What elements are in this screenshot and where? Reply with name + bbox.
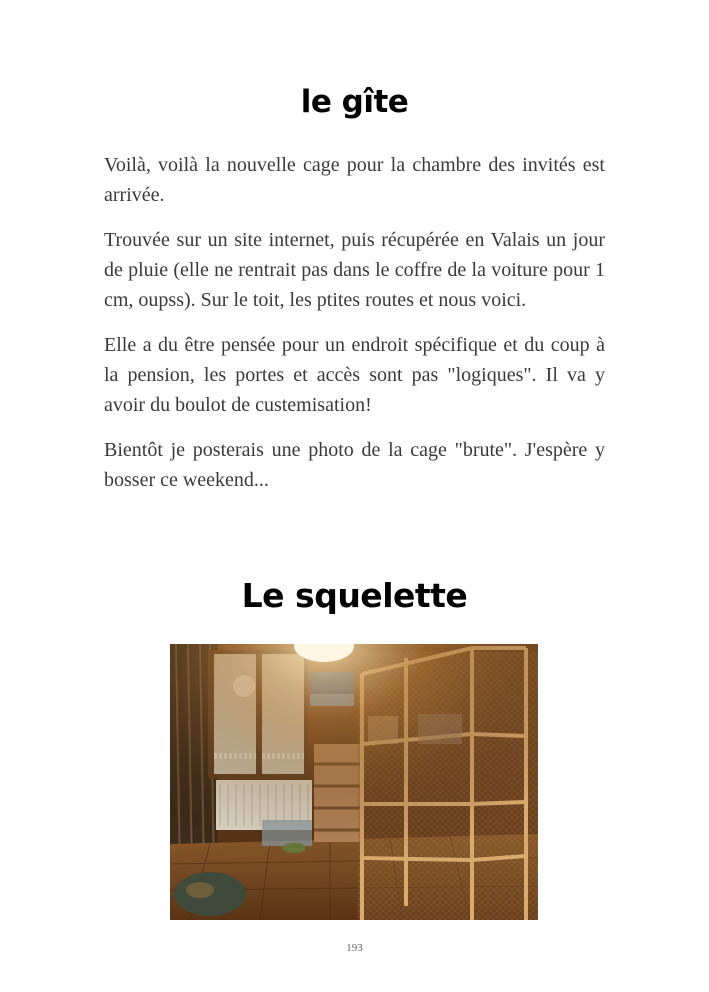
section-title-le-squelette: Le squelette (241, 576, 468, 615)
paragraph-1: Voilà, voilà la nouvelle cage pour la chambre des invités est arrivée. (104, 154, 605, 206)
paragraph-4: Bientôt je posterais une photo de la cage "brute". J'espère y bosser ce weekend... (104, 439, 605, 491)
section-body (104, 150, 605, 510)
page-number: 193 (346, 942, 363, 954)
room-photo (170, 644, 538, 920)
paragraph-3: Elle a du être pensée pour un endroit spécifique et du coup à la pension, les portes et accès sont pas "logiques". Il va y avoir du boulot de custemisation! (104, 334, 605, 416)
paragraph-2: Trouvée sur un site internet, puis récupérée en Valais un jour de pluie (elle ne rentrait pas dans le coffre de la voiture pour 1 cm, oupss). Sur le toit, les ptites routes et nous voici. (104, 229, 605, 311)
section-title-le-gite: le gîte (300, 84, 409, 120)
